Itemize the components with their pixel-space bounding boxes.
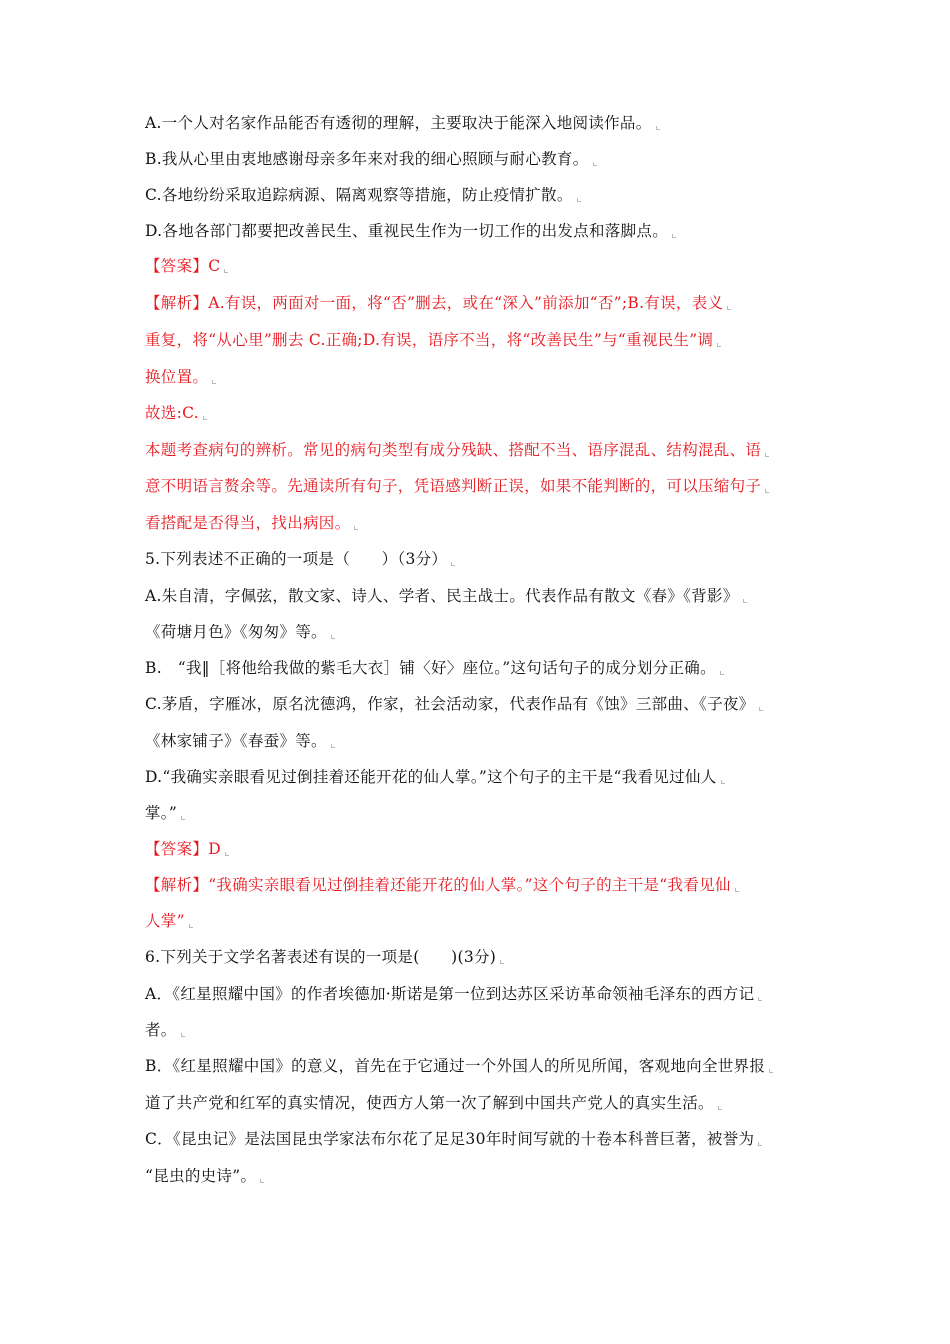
text-line-content: 《荷塘月色》《匆匆》等。 [145, 623, 327, 641]
paragraph-mark-icon [743, 599, 747, 603]
text-line-content: D.“我确实亲眼看见过倒挂着还能开花的仙人掌。”这个句子的主干是“我看见过仙人 [145, 768, 717, 786]
paragraph-mark-icon [212, 380, 216, 384]
text-line-content: 【解析】A.有误，两面对一面，将“否”删去，或在“深入”前添加“否”;B.有误，表义 [145, 294, 724, 312]
text-line [145, 1167, 264, 1185]
paragraph-mark-icon [189, 924, 193, 928]
text-line [145, 1057, 773, 1075]
text-line [145, 804, 185, 822]
paragraph-mark-icon [203, 416, 207, 420]
text-line [145, 840, 229, 858]
text-line [145, 150, 597, 168]
paragraph-mark-icon [765, 489, 769, 493]
paragraph-mark-icon [758, 1142, 762, 1146]
paragraph-mark-icon [224, 269, 228, 273]
text-line [145, 222, 676, 240]
text-line [145, 514, 358, 532]
paragraph-mark-icon [718, 1106, 722, 1110]
paragraph-mark-icon [451, 562, 455, 566]
text-line-content: 人掌” [145, 912, 185, 930]
paragraph-mark-icon [181, 816, 185, 820]
paragraph-mark-icon [759, 707, 763, 711]
text-line [145, 294, 731, 312]
paragraph-mark-icon [765, 453, 769, 457]
text-line [145, 659, 724, 677]
paragraph-mark-icon [181, 1033, 185, 1037]
text-line [145, 623, 335, 641]
paragraph-mark-icon [721, 780, 725, 784]
text-line-content: 故选:C. [145, 404, 199, 422]
paragraph-mark-icon [735, 888, 739, 892]
text-line [145, 550, 455, 568]
text-line-content: 看搭配是否得当，找出病因。 [145, 514, 351, 532]
paragraph-mark-icon [577, 198, 581, 202]
text-line [145, 732, 335, 750]
paragraph-mark-icon [331, 635, 335, 639]
text-line-content: 【答案】C [145, 257, 221, 275]
paragraph-mark-icon [225, 852, 229, 856]
text-line-content: 【解析】“我确实亲眼看见过倒挂着还能开花的仙人掌。”这个句子的主干是“我看见仙 [145, 876, 731, 894]
text-line [145, 1021, 185, 1039]
text-line-content: B．《红星照耀中国》的意义，首先在于它通过一个外国人的所见所闻，客观地向全世界报 [145, 1057, 766, 1075]
text-line-content: A.朱自清，字佩弦，散文家、诗人、学者、民主战士。代表作品有散文《春》《背影》 [145, 587, 739, 605]
text-line-content: 本题考查病句的辨析。常见的病句类型有成分残缺、搭配不当、语序混乱、结构混乱、语 [145, 441, 762, 459]
paragraph-mark-icon [720, 671, 724, 675]
text-line-content: “昆虫的史诗”。 [145, 1167, 257, 1185]
text-line-content: B.我从心里由衷地感谢母亲多年来对我的细心照顾与耐心教育。 [145, 150, 589, 168]
text-line [145, 368, 216, 386]
paragraph-mark-icon [593, 162, 597, 166]
paragraph-mark-icon [727, 306, 731, 310]
text-line-content: 重复，将“从心里”删去 C.正确;D.有误，语序不当，将“改善民生”与“重视民生”调 [145, 331, 714, 349]
text-line [145, 257, 228, 275]
text-line-content: 意不明语言赘余等。先通读所有句子，凭语感判断正误，如果不能判断的，可以压缩句子 [145, 477, 762, 495]
text-line [145, 1094, 722, 1112]
text-line-content: C．《昆虫记》是法国昆虫学家法布尔花了足足30年时间写就的十卷本科普巨著，被誉为 [145, 1130, 755, 1148]
paragraph-mark-icon [672, 234, 676, 238]
text-line [145, 114, 660, 132]
text-line-content: 5.下列表述不正确的一项是（ ）（3分） [145, 550, 448, 568]
text-line-content: D.各地各部门都要把改善民生、重视民生作为一切工作的出发点和落脚点。 [145, 222, 669, 240]
text-line-content: 《林家铺子》《春蚕》等。 [145, 732, 327, 750]
paragraph-mark-icon [769, 1069, 773, 1073]
text-line-content: B. “我‖［将他给我做的紫毛大衣］铺〈好〉座位。”这句话句子的成分划分正确。 [145, 659, 716, 677]
text-line [145, 912, 193, 930]
text-line [145, 441, 769, 459]
text-line [145, 404, 207, 422]
text-line-content: C.各地纷纷采取追踪病源、隔离观察等措施，防止疫情扩散。 [145, 186, 573, 204]
text-line-content: 换位置。 [145, 368, 209, 386]
text-line [145, 695, 763, 713]
text-line [145, 768, 725, 786]
paragraph-mark-icon [758, 997, 762, 1001]
text-line-content: C.茅盾，字雁冰，原名沈德鸿，作家，社会活动家，代表作品有《蚀》三部曲、《子夜》 [145, 695, 755, 713]
text-line [145, 331, 721, 349]
text-line [145, 948, 504, 966]
text-line-content: 道了共产党和红军的真实情况，使西方人第一次了解到中国共产党人的真实生活。 [145, 1094, 714, 1112]
text-line-content: A.一个人对名家作品能否有透彻的理解，主要取决于能深入地阅读作品。 [145, 114, 652, 132]
text-line-content: A．《红星照耀中国》的作者埃德加·斯诺是第一位到达苏区采访革命领袖毛泽东的西方记 [145, 985, 755, 1003]
text-line [145, 876, 739, 894]
text-line [145, 985, 762, 1003]
text-line [145, 477, 769, 495]
paragraph-mark-icon [500, 960, 504, 964]
text-line [145, 186, 581, 204]
text-line-content: 掌。” [145, 804, 178, 822]
paragraph-mark-icon [331, 744, 335, 748]
text-line-content: 者。 [145, 1021, 177, 1039]
paragraph-mark-icon [354, 526, 358, 530]
text-line-content: 【答案】D [145, 840, 221, 858]
paragraph-mark-icon [717, 343, 721, 347]
text-line [145, 587, 747, 605]
text-line [145, 1130, 762, 1148]
text-line-content: 6.下列关于文学名著表述有误的一项是( )(3分) [145, 948, 497, 966]
paragraph-mark-icon [656, 126, 660, 130]
paragraph-mark-icon [260, 1179, 264, 1183]
